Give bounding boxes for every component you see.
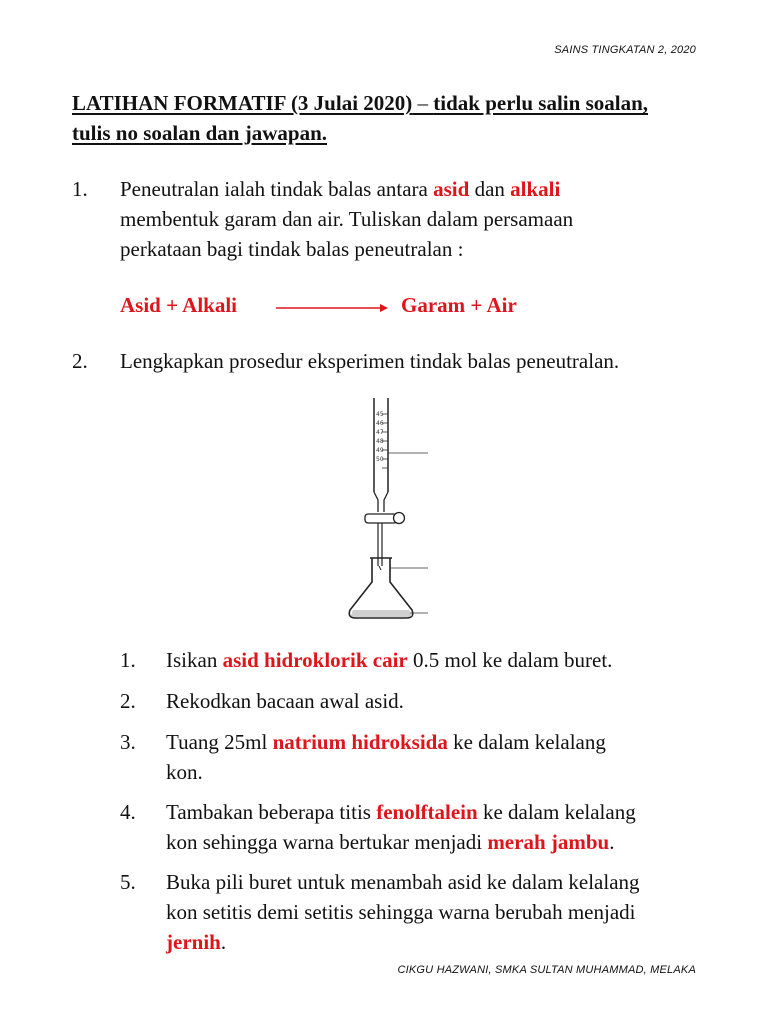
step-text-a: Tuang 25ml [166, 730, 273, 754]
title-bold: LATIHAN FORMATIF (3 Julai 2020) [72, 91, 413, 115]
equation-arrow-icon [276, 303, 388, 313]
page-header: SAINS TINGKATAN 2, 2020 [554, 44, 696, 56]
burette [374, 398, 428, 512]
answer-colour-pink: merah jambu [487, 830, 610, 854]
answer-indicator: fenolftalein [376, 800, 478, 824]
step-text-line-2: kon. [166, 760, 203, 784]
step-text [166, 645, 686, 675]
flask-liquid [351, 610, 412, 617]
step-text-a: Isikan [166, 648, 223, 672]
scale-label: 47 [376, 429, 384, 436]
title-instruction: tidak perlu salin soalan, tulis no soalan dan jawapan. [72, 91, 649, 145]
title-dash: – [412, 91, 434, 115]
step-text [166, 727, 686, 787]
scale-label: 45 [376, 411, 384, 418]
question-1-number: 1. [72, 177, 88, 201]
stopcock-icon [365, 513, 405, 571]
question-1-line-2: membentuk garam dan air. Tuliskan dalam persamaan [120, 207, 574, 231]
scale-label: 50 [376, 456, 384, 463]
worksheet-title [72, 88, 672, 148]
step-text-line-2: kon setitis demi setitis sehingga warna berubah menjadi [166, 900, 636, 924]
step-text-b: ke dalam kelalang [477, 800, 636, 824]
step-text-a: Tambakan beberapa titis [166, 800, 377, 824]
answer-acid: asid hidroklorik cair [222, 648, 408, 672]
q1-text-b: dan [469, 177, 511, 201]
step-text-line-2: kon sehingga warna bertukar menjadi [166, 830, 488, 854]
step-text: Rekodkan bacaan awal asid. [166, 689, 404, 713]
question-1-line-1 [120, 174, 680, 204]
step-text [166, 797, 686, 857]
scale-label: 48 [376, 438, 384, 445]
burette-scale [376, 411, 384, 463]
step-text-b: 0.5 mol ke dalam buret. [407, 648, 613, 672]
conical-flask [349, 558, 428, 618]
step-number: 2. [120, 689, 136, 713]
page-footer: CIKGU HAZWANI, SMKA SULTAN MUHAMMAD, MELAKA [397, 964, 696, 976]
step-number: 3. [120, 730, 136, 754]
step-number: 4. [120, 800, 136, 824]
answer-alkali-solution: natrium hidroksida [272, 730, 448, 754]
step-text-period: . [220, 930, 227, 954]
question-2-text: Lengkapkan prosedur eksperimen tindak balas peneutralan. [120, 349, 620, 373]
step-number: 1. [120, 648, 136, 672]
question-1-text [120, 174, 680, 264]
scale-label: 46 [376, 420, 384, 427]
equation-reactants: Asid + Alkali [120, 293, 238, 317]
question-1-line-3: perkataan bagi tindak balas peneutralan : [120, 237, 464, 261]
answer-colourless: jernih [166, 930, 221, 954]
equation-products: Garam + Air [401, 293, 517, 317]
q1-text-a: Peneutralan ialah tindak balas antara [120, 177, 434, 201]
titration-apparatus-diagram [340, 396, 440, 626]
step-text-period: . [609, 830, 615, 854]
step-text-line-1: Buka pili buret untuk menambah asid ke dalam kelalang [166, 870, 640, 894]
answer-asid: asid [433, 177, 470, 201]
answer-alkali: alkali [510, 177, 561, 201]
scale-label: 49 [376, 447, 384, 454]
step-text [166, 867, 686, 957]
question-2-number: 2. [72, 349, 88, 373]
step-number: 5. [120, 870, 136, 894]
step-text-b: ke dalam kelalang [447, 730, 606, 754]
